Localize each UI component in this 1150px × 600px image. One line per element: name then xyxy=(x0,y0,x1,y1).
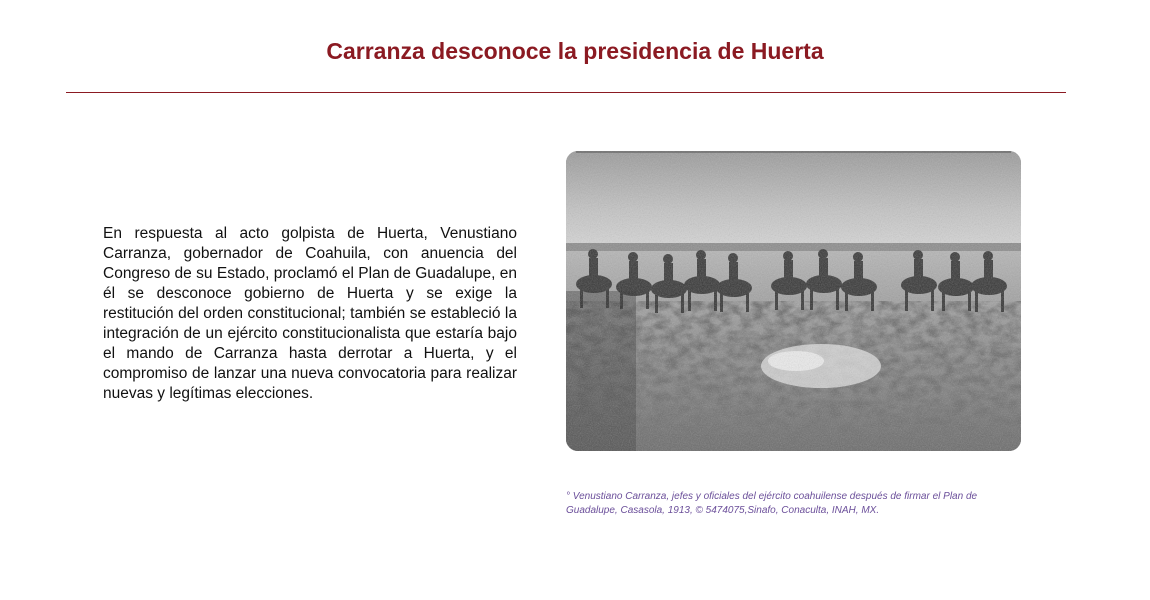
page-title: Carranza desconoce la presidencia de Huerta xyxy=(326,38,824,64)
title-divider xyxy=(66,92,1066,93)
cavalry-photo-icon xyxy=(566,151,1021,451)
historical-photo xyxy=(566,151,1021,451)
article-paragraph: En respuesta al acto golpista de Huerta, Venustiano Carranza, gobernador de Coahuila, con anuencia del Congreso de su Estado, proclamó el Plan de Guadalupe, en él se desconoce gobierno de Huerta y se exige la restitución del orden constitucional; también se estableció la integración de un ejército constitucionalista que estaría bajo el mando de Carranza hasta derrotar a Huerta, y el compromiso de lanzar una nueva convocatoria para realizar nuevas y legítimas elecciones. xyxy=(103,225,517,402)
photo-caption: ° Venustiano Carranza, jefes y oficiales del ejército coahuilense después de firmar el Plan de Guadalupe, Casasola, 1913, © 5474075,Sinafo, Conaculta, INAH, MX. xyxy=(566,491,978,516)
